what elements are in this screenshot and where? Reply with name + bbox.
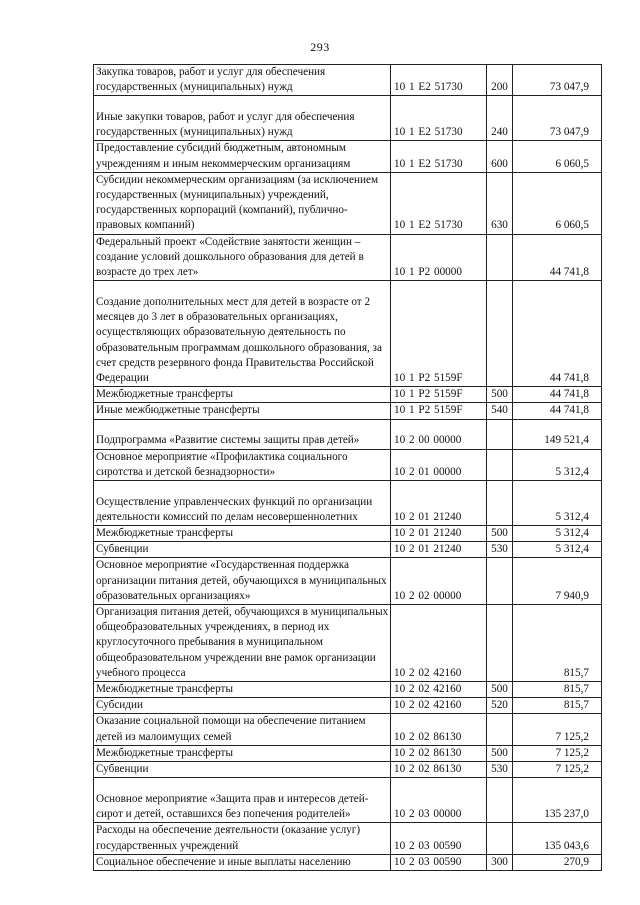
table-row bbox=[94, 558, 602, 605]
row-amount: 44 741,8 bbox=[513, 387, 602, 403]
row-expense-type: 500 bbox=[487, 526, 513, 542]
row-expense-type: 500 bbox=[487, 682, 513, 698]
row-code: 10 1 E2 51730 bbox=[391, 172, 487, 234]
row-amount: 6 060,5 bbox=[513, 141, 602, 172]
row-name: Организация питания детей, обучающихся в муниципальных общеобразовательных учреждениях, в период их круглосуточного пребывания в муниципальном общеобразовательном учреждении вне рамок организации учебного процесса bbox=[94, 605, 391, 682]
table-row bbox=[94, 714, 602, 745]
row-amount: 44 741,8 bbox=[513, 403, 602, 419]
row-name: Социальное обеспечение и иные выплаты населению bbox=[94, 854, 391, 870]
table-row bbox=[94, 605, 602, 682]
row-expense-type bbox=[487, 778, 513, 823]
row-expense-type bbox=[487, 823, 513, 854]
row-name: Закупка товаров, работ и услуг для обеспечения государственных (муниципальных) нужд bbox=[94, 65, 391, 96]
table-row bbox=[94, 387, 602, 403]
row-name: Иные межбюджетные трансферты bbox=[94, 403, 391, 419]
page-number: 293 bbox=[310, 40, 330, 54]
row-amount: 6 060,5 bbox=[513, 172, 602, 234]
row-expense-type bbox=[487, 605, 513, 682]
row-amount: 44 741,8 bbox=[513, 281, 602, 387]
row-amount: 270,9 bbox=[513, 854, 602, 870]
table-row bbox=[94, 682, 602, 698]
table-row bbox=[94, 854, 602, 870]
row-expense-type bbox=[487, 419, 513, 449]
row-expense-type: 500 bbox=[487, 745, 513, 761]
table-row bbox=[94, 234, 602, 281]
row-code: 10 2 02 42160 bbox=[391, 682, 487, 698]
row-amount: 815,7 bbox=[513, 605, 602, 682]
row-amount: 44 741,8 bbox=[513, 234, 602, 281]
row-code: 10 2 01 00000 bbox=[391, 449, 487, 480]
row-code: 10 1 E2 51730 bbox=[391, 96, 487, 141]
row-name: Осуществление управленческих функций по организации деятельности комиссий по делам несовершеннолетних bbox=[94, 481, 391, 526]
row-amount: 73 047,9 bbox=[513, 65, 602, 96]
row-code: 10 1 E2 51730 bbox=[391, 141, 487, 172]
row-expense-type: 530 bbox=[487, 762, 513, 778]
row-code: 10 2 02 42160 bbox=[391, 698, 487, 714]
row-expense-type: 600 bbox=[487, 141, 513, 172]
row-name: Межбюджетные трансферты bbox=[94, 682, 391, 698]
row-code: 10 2 01 21240 bbox=[391, 481, 487, 526]
table-row bbox=[94, 281, 602, 387]
row-name: Предоставление субсидий бюджетным, автономным учреждениям и иным некоммерческим организациям bbox=[94, 141, 391, 172]
row-code: 10 2 02 86130 bbox=[391, 762, 487, 778]
row-name: Субсидии bbox=[94, 698, 391, 714]
row-name: Расходы на обеспечение деятельности (оказание услуг) государственных учреждений bbox=[94, 823, 391, 854]
row-name: Субвенции bbox=[94, 542, 391, 558]
row-expense-type: 520 bbox=[487, 698, 513, 714]
row-code: 10 2 01 21240 bbox=[391, 526, 487, 542]
row-amount: 149 521,4 bbox=[513, 419, 602, 449]
row-amount: 815,7 bbox=[513, 682, 602, 698]
row-expense-type bbox=[487, 558, 513, 605]
table-row bbox=[94, 419, 602, 449]
row-amount: 5 312,4 bbox=[513, 449, 602, 480]
row-amount: 5 312,4 bbox=[513, 526, 602, 542]
row-expense-type: 300 bbox=[487, 854, 513, 870]
row-code: 10 2 01 21240 bbox=[391, 542, 487, 558]
table-row bbox=[94, 481, 602, 526]
row-code: 10 2 03 00000 bbox=[391, 778, 487, 823]
table-row bbox=[94, 403, 602, 419]
table-row bbox=[94, 449, 602, 480]
table-row bbox=[94, 762, 602, 778]
row-code: 10 2 02 42160 bbox=[391, 605, 487, 682]
row-expense-type: 200 bbox=[487, 65, 513, 96]
row-code: 10 1 E2 51730 bbox=[391, 65, 487, 96]
table-row bbox=[94, 141, 602, 172]
table-row bbox=[94, 172, 602, 234]
row-amount: 7 125,2 bbox=[513, 714, 602, 745]
row-expense-type bbox=[487, 234, 513, 281]
row-code: 10 1 P2 5159F bbox=[391, 281, 487, 387]
row-expense-type: 530 bbox=[487, 542, 513, 558]
row-code: 10 1 P2 5159F bbox=[391, 387, 487, 403]
row-amount: 7 125,2 bbox=[513, 745, 602, 761]
row-name: Основное мероприятие «Защита прав и интересов детей-сирот и детей, оставшихся без попечения родителей» bbox=[94, 778, 391, 823]
budget-table bbox=[93, 64, 602, 871]
row-name: Основное мероприятие «Государственная поддержка организации питания детей, обучающихся в муниципальных образовательных организациях» bbox=[94, 558, 391, 605]
row-name: Субсидии некоммерческим организациям (за исключением государственных (муниципальных) учреждений, государственных корпораций (компаний), публично-правовых компаний) bbox=[94, 172, 391, 234]
table-row bbox=[94, 542, 602, 558]
row-amount: 7 125,2 bbox=[513, 762, 602, 778]
row-name: Основное мероприятие «Профилактика социального сиротства и детской безнадзорности» bbox=[94, 449, 391, 480]
row-amount: 5 312,4 bbox=[513, 481, 602, 526]
table-row bbox=[94, 745, 602, 761]
row-amount: 815,7 bbox=[513, 698, 602, 714]
row-code: 10 2 02 00000 bbox=[391, 558, 487, 605]
row-name: Межбюджетные трансферты bbox=[94, 387, 391, 403]
row-expense-type bbox=[487, 449, 513, 480]
row-code: 10 1 P2 00000 bbox=[391, 234, 487, 281]
row-expense-type: 240 bbox=[487, 96, 513, 141]
row-expense-type: 540 bbox=[487, 403, 513, 419]
table-row bbox=[94, 778, 602, 823]
row-name: Межбюджетные трансферты bbox=[94, 745, 391, 761]
row-expense-type: 500 bbox=[487, 387, 513, 403]
row-name: Оказание социальной помощи на обеспечение питанием детей из малоимущих семей bbox=[94, 714, 391, 745]
row-name: Подпрограмма «Развитие системы защиты прав детей» bbox=[94, 419, 391, 449]
row-amount: 5 312,4 bbox=[513, 542, 602, 558]
row-code: 10 2 03 00590 bbox=[391, 823, 487, 854]
row-amount: 73 047,9 bbox=[513, 96, 602, 141]
table-row bbox=[94, 65, 602, 96]
row-code: 10 2 02 86130 bbox=[391, 745, 487, 761]
table-row bbox=[94, 96, 602, 141]
row-code: 10 2 00 00000 bbox=[391, 419, 487, 449]
table-row bbox=[94, 526, 602, 542]
row-code: 10 2 02 86130 bbox=[391, 714, 487, 745]
row-name: Субвенции bbox=[94, 762, 391, 778]
row-amount: 135 043,6 bbox=[513, 823, 602, 854]
row-amount: 7 940,9 bbox=[513, 558, 602, 605]
row-name: Межбюджетные трансферты bbox=[94, 526, 391, 542]
table-row bbox=[94, 698, 602, 714]
row-expense-type bbox=[487, 281, 513, 387]
row-name: Создание дополнительных мест для детей в возрасте от 2 месяцев до 3 лет в образовательных организациях, осуществляющих образовательную деятельность по образовательным программам дошкольного образования, за счет средств резервного фонда Правительства Российской Федерации bbox=[94, 281, 391, 387]
row-expense-type bbox=[487, 714, 513, 745]
row-expense-type: 630 bbox=[487, 172, 513, 234]
row-code: 10 2 03 00590 bbox=[391, 854, 487, 870]
row-code: 10 1 P2 5159F bbox=[391, 403, 487, 419]
row-name: Иные закупки товаров, работ и услуг для обеспечения государственных (муниципальных) нужд bbox=[94, 96, 391, 141]
row-amount: 135 237,0 bbox=[513, 778, 602, 823]
row-name: Федеральный проект «Содействие занятости женщин – создание условий дошкольного образования для детей в возрасте до трех лет» bbox=[94, 234, 391, 281]
table-row bbox=[94, 823, 602, 854]
row-expense-type bbox=[487, 481, 513, 526]
budget-table-body bbox=[94, 65, 602, 871]
